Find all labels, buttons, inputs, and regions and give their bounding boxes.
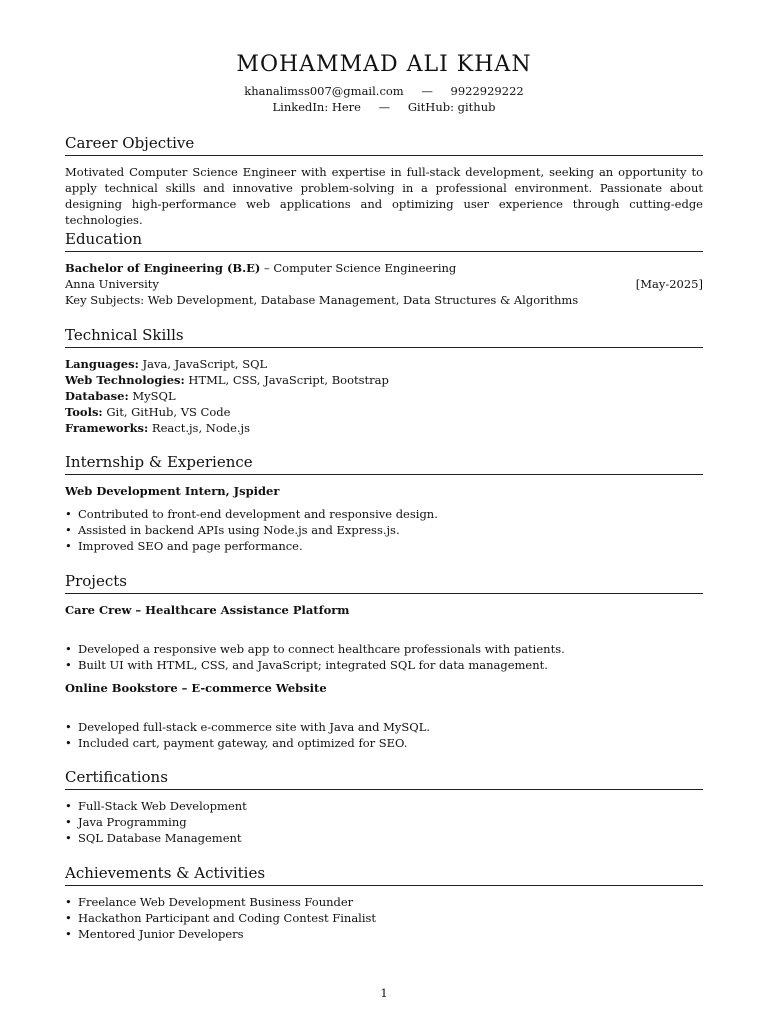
project-bullets bbox=[65, 719, 703, 751]
list-item: • Developed a responsive web app to connect healthcare professionals with patients. bbox=[65, 641, 703, 657]
skill-value: HTML, CSS, JavaScript, Bootstrap bbox=[184, 373, 389, 387]
certification-list bbox=[65, 798, 703, 846]
list-item: • Assisted in backend APIs using Node.js and Express.js. bbox=[65, 522, 703, 538]
linkedin-link[interactable]: LinkedIn: Here bbox=[272, 100, 361, 114]
skill-value: Java, JavaScript, SQL bbox=[138, 357, 268, 371]
email-link[interactable]: khanalimss007@gmail.com bbox=[244, 84, 404, 98]
skills-list bbox=[65, 356, 703, 436]
list-item: • Built UI with HTML, CSS, and JavaScript; integrated SQL for data management. bbox=[65, 657, 703, 673]
page-number: 1 bbox=[380, 986, 388, 1000]
skill-value: Git, GitHub, VS Code bbox=[102, 405, 231, 419]
section-title: Certifications bbox=[65, 768, 703, 790]
list-item: • Contributed to front-end development and responsive design. bbox=[65, 506, 703, 522]
skill-row-database bbox=[65, 388, 703, 404]
experience-bullets bbox=[65, 506, 703, 554]
section-certifications bbox=[65, 768, 703, 846]
section-technical-skills bbox=[65, 326, 703, 436]
section-title: Internship & Experience bbox=[65, 453, 703, 475]
skill-row-frameworks bbox=[65, 420, 703, 436]
degree-line bbox=[65, 260, 703, 276]
skill-label: Tools: bbox=[65, 405, 103, 419]
separator: — bbox=[378, 100, 391, 114]
skill-row-languages bbox=[65, 356, 703, 372]
project-title: Online Bookstore – E-commerce Website bbox=[65, 681, 327, 695]
list-item: • Freelance Web Development Business Founder bbox=[65, 894, 703, 910]
skill-row-tools bbox=[65, 404, 703, 420]
list-item: • Mentored Junior Developers bbox=[65, 926, 703, 942]
list-item: • Improved SEO and page performance. bbox=[65, 538, 703, 554]
list-item: • Included cart, payment gateway, and optimized for SEO. bbox=[65, 735, 703, 751]
graduation-date: [May-2025] bbox=[635, 277, 703, 291]
section-title: Education bbox=[65, 230, 703, 252]
section-career-objective bbox=[65, 134, 703, 228]
list-item: • Full-Stack Web Development bbox=[65, 798, 703, 814]
degree-field: Computer Science Engineering bbox=[273, 261, 457, 275]
section-title: Projects bbox=[65, 572, 703, 594]
candidate-name: MOHAMMAD ALI KHAN bbox=[236, 52, 532, 77]
degree-name: Bachelor of Engineering (B.E) bbox=[65, 261, 261, 275]
separator: — bbox=[421, 84, 433, 98]
skill-value: React.js, Node.js bbox=[148, 421, 251, 435]
section-title: Technical Skills bbox=[65, 326, 703, 348]
list-item: • Developed full-stack e-commerce site with Java and MySQL. bbox=[65, 719, 703, 735]
contact-line-2 bbox=[65, 100, 703, 114]
section-projects bbox=[65, 572, 703, 751]
skill-label: Database: bbox=[65, 389, 129, 403]
skill-value: MySQL bbox=[128, 389, 176, 403]
degree-dash: – bbox=[260, 261, 274, 275]
key-subjects: Key Subjects: Web Development, Database Management, Data Structures & Algorithms bbox=[65, 293, 579, 307]
skill-label: Frameworks: bbox=[65, 421, 149, 435]
section-education bbox=[65, 230, 703, 308]
phone-number: 9922929222 bbox=[450, 84, 524, 98]
section-title: Achievements & Activities bbox=[65, 864, 703, 886]
university-line bbox=[65, 276, 703, 292]
list-item: • Java Programming bbox=[65, 814, 703, 830]
github-link[interactable]: GitHub: github bbox=[407, 100, 496, 114]
experience-role: Web Development Intern, Jspider bbox=[65, 484, 280, 498]
skill-label: Web Technologies: bbox=[65, 373, 185, 387]
section-experience bbox=[65, 453, 703, 554]
section-achievements bbox=[65, 864, 703, 942]
skill-label: Languages: bbox=[65, 357, 139, 371]
list-item: • SQL Database Management bbox=[65, 830, 703, 846]
skill-row-web-technologies bbox=[65, 372, 703, 388]
section-title: Career Objective bbox=[65, 134, 703, 156]
project-bullets bbox=[65, 641, 703, 673]
list-item: • Hackathon Participant and Coding Contest Finalist bbox=[65, 910, 703, 926]
university-name: Anna University bbox=[65, 277, 159, 291]
contact-line-1 bbox=[65, 84, 703, 98]
objective-text: Motivated Computer Science Engineer with expertise in full-stack development, seeking an opportunity to apply technical skills and innovative problem-solving in a professional environment. Passionate about designing high-performance web applications and optimizing user experience through cutting-edge technologies. bbox=[65, 165, 703, 227]
project-title: Care Crew – Healthcare Assistance Platform bbox=[65, 603, 350, 617]
achievement-list bbox=[65, 894, 703, 942]
